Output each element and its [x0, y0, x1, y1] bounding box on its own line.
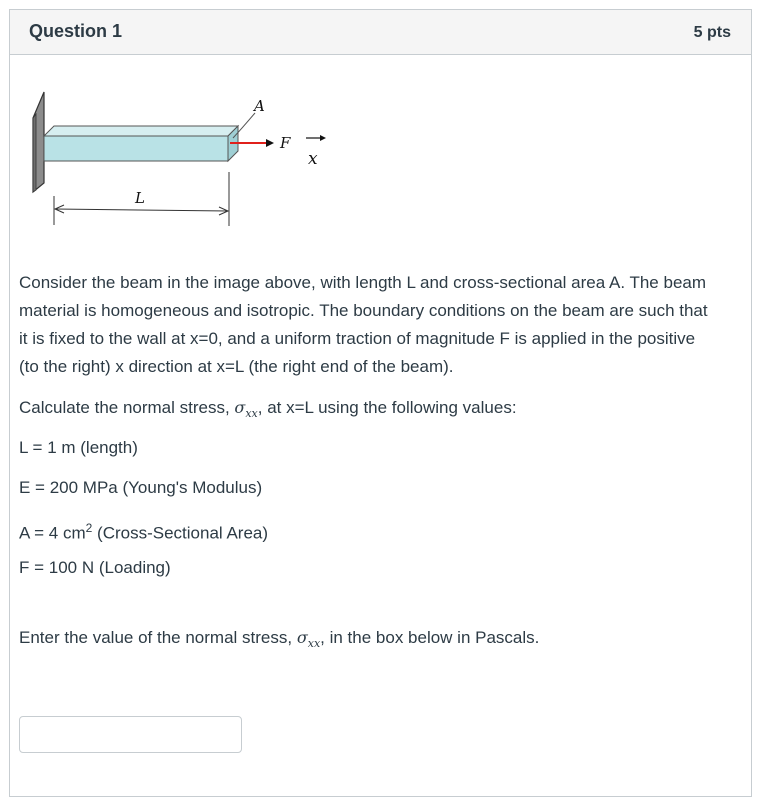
sigma-subscript: xx — [245, 407, 258, 421]
beam-diagram — [0, 0, 762, 260]
answer-instruction — [19, 628, 539, 650]
x-vector-arrowhead — [320, 135, 326, 141]
value-A-suffix: (Cross-Sectional Area) — [92, 523, 269, 543]
label-L: L — [135, 189, 145, 207]
value-F: F = 100 N (Loading) — [19, 558, 171, 577]
value-A-exponent: 2 — [85, 521, 93, 535]
dim-line — [55, 209, 228, 211]
enter-sigma-subscript: xx — [307, 637, 321, 651]
calc-suffix: , at x=L using the following values: — [257, 398, 517, 417]
value-E: E = 200 MPa (Young's Modulus) — [19, 478, 263, 497]
sigma-symbol — [234, 398, 258, 421]
question-points: 5 pts — [693, 24, 731, 41]
enter-sigma-symbol — [296, 628, 321, 651]
calc-instruction — [19, 393, 719, 423]
force-arrowhead — [266, 139, 274, 147]
label-x: x — [308, 149, 318, 169]
answer-input[interactable] — [19, 716, 242, 753]
beam-top — [44, 126, 238, 136]
value-A-prefix: A = 4 cm — [19, 523, 86, 543]
label-A: A — [254, 97, 265, 115]
question-body — [19, 269, 719, 583]
beam-front — [44, 136, 228, 161]
problem-description: Consider the beam in the image above, with length L and cross-sectional area A. The beam material is homogeneous and isotropic. The boundary conditions on the beam are such that it is fixed to the wall at x=0, and a uniform traction of magnitude F is applied in the positive (to the right) x direction at x=L (the right end of the beam). — [19, 273, 708, 376]
value-A — [19, 513, 719, 543]
label-F: F — [280, 134, 291, 152]
calc-prefix: Calculate the normal stress, — [19, 398, 235, 417]
sigma-char: σ — [234, 398, 246, 417]
question-title: Question 1 — [29, 21, 123, 41]
enter-prefix: Enter the value of the normal stress, — [19, 628, 297, 647]
value-L: L = 1 m (length) — [19, 438, 138, 457]
enter-sigma-char: σ — [296, 628, 308, 647]
wall-front — [33, 114, 36, 192]
enter-suffix: , in the box below in Pascals. — [320, 628, 540, 647]
